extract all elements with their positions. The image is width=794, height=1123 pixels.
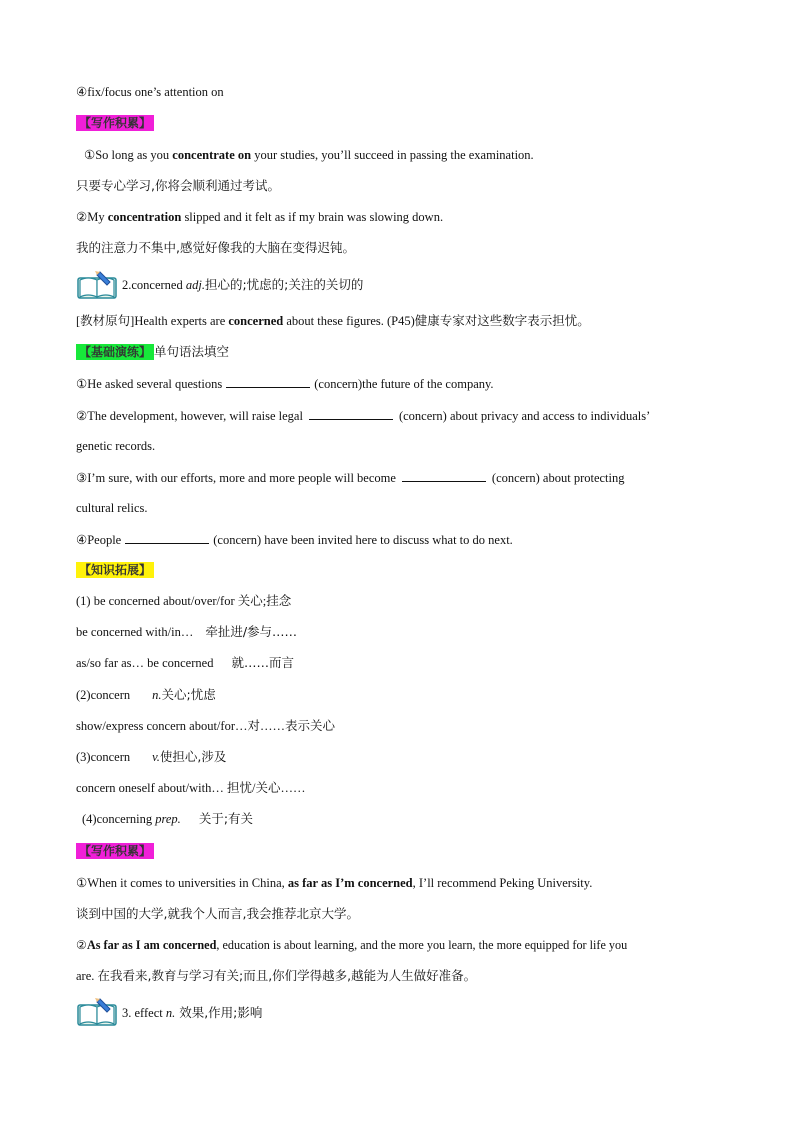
text: (concern) have been invited here to discuss what to do next. — [213, 533, 513, 547]
answer-blank[interactable] — [402, 469, 486, 482]
bold-phrase: concentrate on — [172, 148, 252, 162]
exercise-item-cont — [76, 500, 718, 516]
text: (concern) about privacy and access to individuals’ — [398, 409, 651, 423]
text: your studies, you’ll succeed in passing the examination. — [251, 148, 534, 162]
text: are. — [76, 969, 98, 983]
book-pencil-icon — [76, 268, 120, 300]
extension-item — [76, 780, 718, 796]
text: 就……而言 — [231, 655, 294, 670]
text: 只要专心学习,你将会顺利通过考试。 — [76, 178, 280, 193]
text: (3)concern — [76, 750, 131, 764]
text: ②The development, however, will raise legal — [76, 409, 303, 423]
bold-phrase: concentration — [107, 210, 182, 224]
section-tag-basic — [76, 344, 718, 360]
example-sentence — [84, 147, 718, 163]
section-heading — [122, 277, 718, 293]
text: ③I’m sure, with our efforts, more and more people will become — [76, 471, 396, 485]
text: ①He asked several questions — [76, 377, 223, 391]
exercise-item — [76, 531, 718, 548]
answer-blank[interactable] — [309, 407, 393, 420]
tag-label: 【写作积累】 — [76, 843, 154, 859]
item-text: ④fix/focus one’s attention on — [76, 85, 224, 99]
exercise-item-cont — [76, 438, 718, 454]
pos-label: n. — [152, 688, 162, 702]
book-pencil-icon — [76, 995, 120, 1027]
translation — [76, 240, 718, 256]
extension-item — [76, 749, 718, 765]
list-item — [76, 84, 718, 100]
text: 3. effect — [122, 1006, 166, 1020]
text: 我的注意力不集中,感觉好像我的大脑在变得迟钝。 — [76, 240, 355, 255]
text: 担心的;忧虑的;关注的关切的 — [204, 277, 364, 292]
exercise-item — [76, 469, 718, 486]
extension-item — [76, 624, 718, 640]
section-tag-extension — [76, 562, 718, 578]
text: 2.concerned — [122, 278, 186, 292]
text: ①When it comes to universities in China, — [76, 876, 288, 890]
textbook-sentence — [76, 313, 718, 329]
translation — [76, 178, 718, 194]
bold-phrase: concerned — [228, 314, 284, 328]
pos-label: adj. — [185, 278, 205, 292]
text: (1) be concerned about/over/for 关心;挂念 — [76, 594, 292, 608]
bold-phrase: as far as I’m concerned — [287, 876, 413, 890]
tag-label: 【知识拓展】 — [76, 562, 154, 578]
text: (2)concern — [76, 688, 131, 702]
text: as/so far as… be concerned — [76, 656, 214, 670]
example-sentence-cont — [76, 968, 718, 984]
example-sentence — [76, 209, 718, 225]
answer-blank[interactable] — [125, 531, 209, 544]
text: (concern)the future of the company. — [314, 377, 494, 391]
pos-label: prep. — [155, 812, 181, 826]
pos-label: n. — [165, 1006, 176, 1020]
text: 使担心,涉及 — [159, 749, 227, 764]
text: ①So long as you — [84, 148, 173, 162]
text: be concerned with/in… — [76, 625, 194, 639]
text: slipped and it felt as if my brain was slowing down. — [181, 210, 444, 224]
text: concern oneself about/with… 担忧/关心…… — [76, 781, 306, 795]
tag-label: 【写作积累】 — [76, 115, 154, 131]
extension-item — [76, 718, 718, 734]
extension-item — [76, 655, 718, 671]
text: 在我看来,教育与学习有关;而且,你们学得越多,越能为人生做好准备。 — [97, 968, 477, 983]
exercise-item — [76, 375, 718, 392]
pos-label: v. — [152, 750, 160, 764]
text: 关于;有关 — [198, 811, 254, 826]
text: 牵扯进/参与…… — [205, 624, 298, 639]
text: ② — [76, 938, 87, 952]
answer-blank[interactable] — [226, 375, 310, 388]
text: ④People — [76, 533, 122, 547]
example-sentence — [76, 937, 718, 953]
text: , education is about learning, and the more you learn, the more equipped for life you — [216, 938, 628, 952]
text: ②My — [76, 210, 108, 224]
text: show/express concern about/for…对……表示关心 — [76, 719, 335, 733]
text: about these figures. (P45)健康专家对这些数字表示担忧。 — [283, 314, 590, 328]
bold-phrase: As far as I am concerned — [86, 938, 217, 952]
section-heading — [122, 1005, 718, 1021]
exercise-item — [76, 407, 718, 424]
text: 关心;忧虑 — [161, 687, 216, 702]
section-tag-writing — [76, 843, 718, 859]
text: , I’ll recommend Peking University. — [412, 876, 593, 890]
text: 单句语法填空 — [154, 344, 230, 359]
text: 效果,作用;影响 — [175, 1005, 263, 1020]
extension-item — [76, 687, 718, 703]
example-sentence — [76, 875, 718, 891]
tag-label: 【基础演练】 — [76, 344, 154, 360]
text: 谈到中国的大学,就我个人而言,我会推荐北京大学。 — [76, 906, 359, 921]
extension-item — [82, 811, 718, 827]
extension-item — [76, 593, 718, 609]
section-tag-writing — [76, 115, 718, 131]
text: cultural relics. — [76, 501, 148, 515]
text: [教材原句]Health experts are — [76, 314, 229, 328]
text: (4)concerning — [82, 812, 156, 826]
text: (concern) about protecting — [491, 471, 625, 485]
translation — [76, 906, 718, 922]
text: genetic records. — [76, 439, 156, 453]
